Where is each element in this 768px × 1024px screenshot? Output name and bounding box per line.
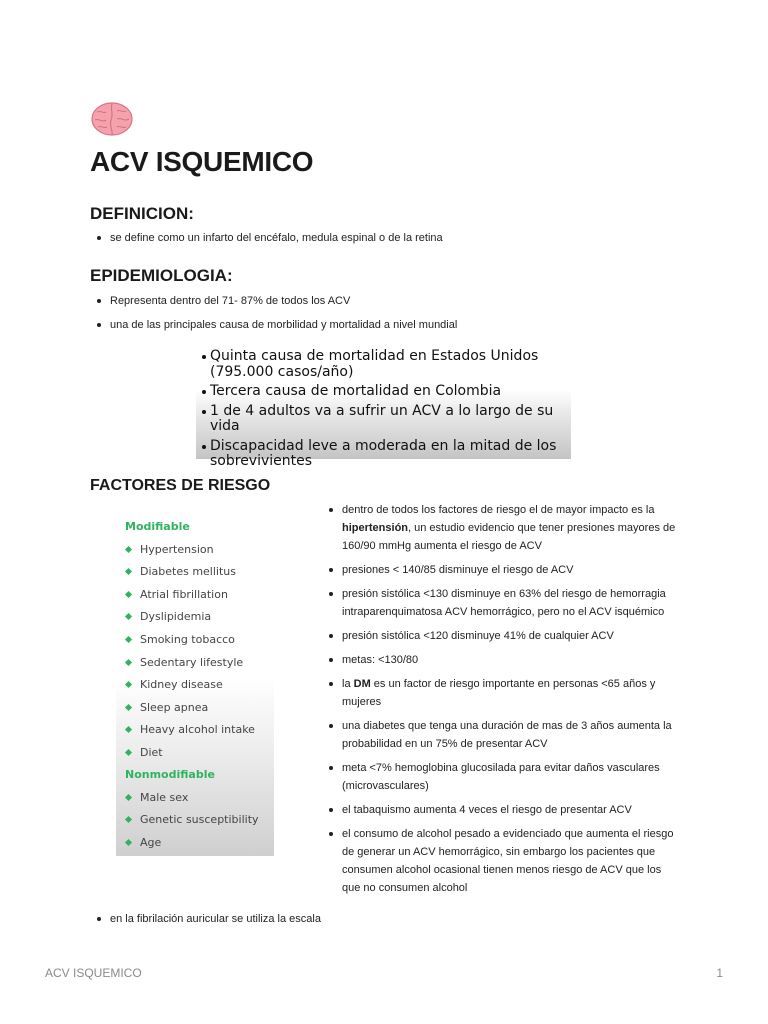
factores-list	[322, 501, 682, 903]
list-item: Representa dentro del 71- 87% de todos los ACV	[90, 292, 690, 310]
image-list-item: Discapacidad leve a moderada en la mitad de los sobrevivientes	[202, 439, 571, 470]
list-item: el tabaquismo aumenta 4 veces el riesgo de presentar ACV	[322, 801, 682, 819]
factores-after-list	[90, 910, 690, 928]
footer-title: ACV ISQUEMICO	[45, 966, 142, 980]
page-number: 1	[716, 966, 723, 980]
list-item: en la fibrilación auricular se utiliza la escala	[90, 910, 690, 928]
diamond-bullet-icon	[125, 749, 132, 756]
diamond-bullet-icon	[125, 839, 132, 846]
diamond-bullet-icon	[125, 681, 132, 688]
risk-item: Male sex	[125, 791, 188, 804]
section-heading-definicion: DEFINICION:	[90, 204, 194, 223]
page-title: ACV ISQUEMICO	[90, 146, 314, 177]
diamond-bullet-icon	[125, 546, 132, 553]
epidemiologia-image	[196, 347, 571, 469]
section-heading-factores: FACTORES DE RIESGO	[90, 477, 271, 494]
diamond-bullet-icon	[125, 816, 132, 823]
list-item: presión sistólica <120 disminuye 41% de cualquier ACV	[322, 627, 682, 645]
diamond-bullet-icon	[125, 794, 132, 801]
list-item: una diabetes que tenga una duración de mas de 3 años aumenta la probabilidad en un 75% de presentar ACV	[322, 717, 682, 753]
definicion-list	[90, 229, 690, 247]
image-list-item: Quinta causa de mortalidad en Estados Unidos (795.000 casos/año)	[202, 349, 571, 380]
diamond-bullet-icon	[125, 726, 132, 733]
diamond-bullet-icon	[125, 704, 132, 711]
risk-item: Dyslipidemia	[125, 610, 211, 623]
brain-icon	[90, 100, 134, 138]
diamond-bullet-icon	[125, 591, 132, 598]
risk-factors-image	[116, 512, 274, 856]
section-heading-epidemiologia: EPIDEMIOLOGIA:	[90, 266, 233, 285]
list-item: presiones < 140/85 disminuye el riesgo de ACV	[322, 561, 682, 579]
risk-item: Hypertension	[125, 543, 214, 556]
list-item: se define como un infarto del encéfalo, medula espinal o de la retina	[90, 229, 690, 247]
risk-item: Heavy alcohol intake	[125, 723, 255, 736]
risk-item: Kidney disease	[125, 678, 223, 691]
epidemiologia-image-list	[196, 347, 571, 470]
image-list-item: Tercera causa de mortalidad en Colombia	[202, 384, 571, 400]
image-list-item: 1 de 4 adultos va a sufrir un ACV a lo largo de su vida	[202, 404, 571, 435]
risk-item: Sleep apnea	[125, 701, 208, 714]
risk-item: Age	[125, 836, 161, 849]
list-item: dentro de todos los factores de riesgo el de mayor impacto es la hipertensión, un estudio evidencio que tener presiones mayores de 160/90 mmHg aumenta el riesgo de ACV	[322, 501, 682, 555]
risk-item: Sedentary lifestyle	[125, 656, 243, 669]
modifiable-label: Modifiable	[125, 520, 190, 533]
list-item: presión sistólica <130 disminuye en 63% del riesgo de hemorragia intraparenquimatosa ACV hemorrágico, pero no el ACV isquémico	[322, 585, 682, 621]
risk-item: Atrial fibrillation	[125, 588, 228, 601]
risk-item: Diet	[125, 746, 163, 759]
diamond-bullet-icon	[125, 568, 132, 575]
risk-item: Smoking tobacco	[125, 633, 235, 646]
list-item: una de las principales causa de morbilidad y mortalidad a nivel mundial	[90, 316, 690, 334]
risk-item: Genetic susceptibility	[125, 813, 259, 826]
epidemiologia-list	[90, 292, 690, 340]
nonmodifiable-label: Nonmodifiable	[125, 768, 215, 781]
diamond-bullet-icon	[125, 613, 132, 620]
list-item: la DM es un factor de riesgo importante en personas <65 años y mujeres	[322, 675, 682, 711]
diamond-bullet-icon	[125, 659, 132, 666]
risk-item: Diabetes mellitus	[125, 565, 236, 578]
list-item: el consumo de alcohol pesado a evidenciado que aumenta el riesgo de generar un ACV hemorrágico, sin embargo los pacientes que consumen alcohol ocasional tienen menos riesgo de ACV que los que no consumen alcohol	[322, 825, 682, 897]
diamond-bullet-icon	[125, 636, 132, 643]
list-item: meta <7% hemoglobina glucosilada para evitar daños vasculares (microvasculares)	[322, 759, 682, 795]
list-item: metas: <130/80	[322, 651, 682, 669]
